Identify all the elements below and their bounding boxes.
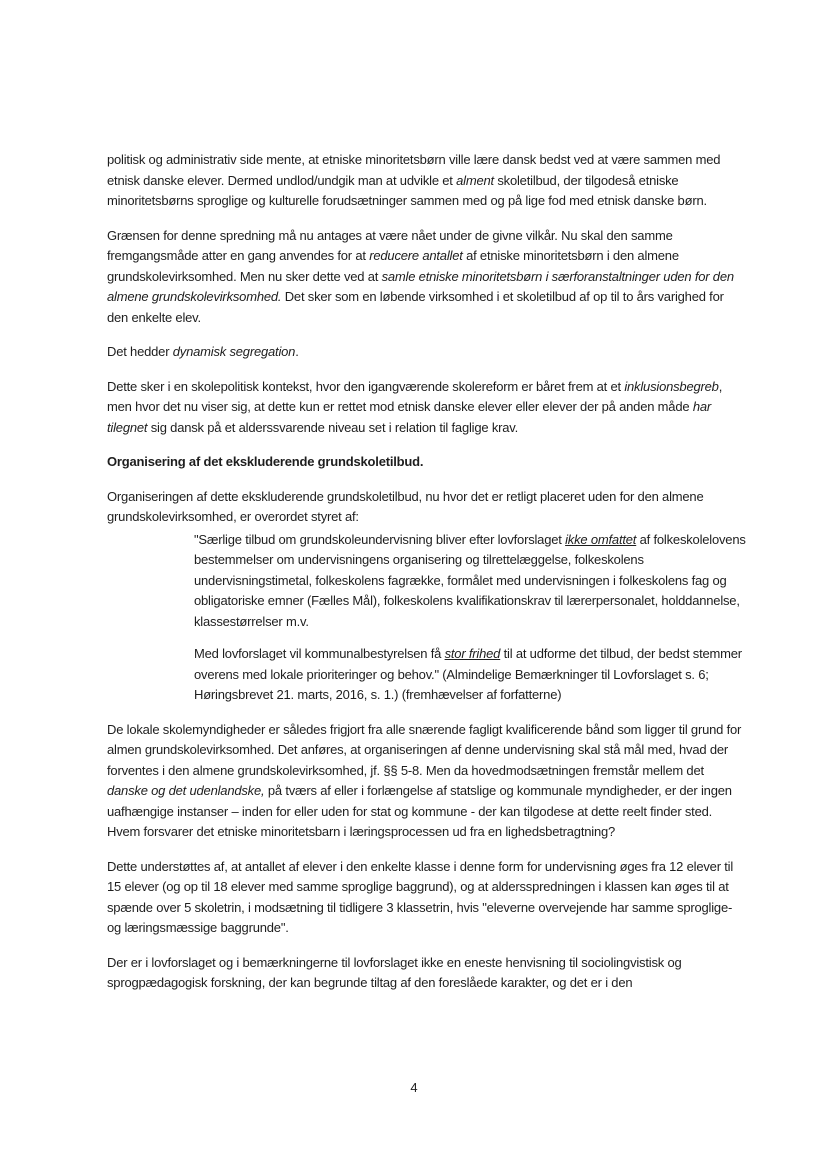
block-quote — [194, 530, 747, 706]
emphasis: reducere antallet — [369, 248, 463, 263]
paragraph-8: Der er i lovforslaget og i bemærkningerne til lovforslaget ikke en eneste henvisning til sociolingvistisk og sprogpædagogisk forskning, der kan begrunde tiltag af den foreslåede karakter, og det er i den — [107, 954, 682, 990]
emphasis: samle etniske minoritetsbørn i særforanstaltninger uden for den almene grundskolevirksomhed. — [107, 268, 734, 304]
paragraph-4: Dette sker i en skolepolitisk kontekst, hvor den igangværende skolereform er båret frem at et inklusionsbegreb, men hvor det nu viser sig, at dette kun er rettet mod etnisk danske elever eller elever der på anden måde har tilegnet sig dansk på et alderssvarende niveau set i relation til faglige krav. — [107, 378, 723, 435]
paragraph-6: De lokale skolemyndigheder er således frigjort fra alle snærende fagligt kvalificerende bånd som ligger til grund for almen grundskolevirksomhed. Det anføres, at organiseringen af denne undervisning skal stå mål med, hvad der forventes i den almene grundskolevirksomhed, jf. §§ 5-8. Men da hovedmodsætningen fremstår mellem det danske og det udenlandske, på tværs af eller i forlængelse af statslige og kommunale myndigheder, er der ingen uafhængige instanser – inden for eller uden for stat og kommune - der kan tilgodese at dette reelt finder sted. Hvem forsvarer det etniske minoritetsbarn i læringsprocessen ud fra en lighedsbetragtning? — [107, 721, 742, 839]
emphasis: dynamisk segregation — [172, 344, 296, 359]
body-text — [107, 150, 747, 1008]
emphasis-underlined: stor frihed — [444, 646, 501, 661]
quote-paragraph-1: "Særlige tilbud om grundskoleundervisning bliver efter lovforslaget ikke omfattet af folkeskolelovens bestemmelser om undervisningens organisering og tilrettelæggelse, folkeskolens undervisningstimetal, folkeskolens fagrække, formålet med undervisningen i folkeskolens fag og obligatoriske emner (Fælles Mål), folkeskolens kvalifikationskrav til lærerpersonalet, holddannelse, klassestørrelser m.v. — [194, 531, 746, 629]
paragraph-5: Organiseringen af dette ekskluderende grundskoletilbud, nu hvor det er retligt placeret uden for den almene grundskolevirksomhed, er overordet styret af: — [107, 488, 704, 524]
emphasis: danske og det udenlandske, — [107, 783, 265, 798]
paragraph-1: politisk og administrativ side mente, at etniske minoritetsbørn ville lære dansk bedst ved at være sammen med etnisk danske elever. Dermed undlod/undgik man at udvikle et alment skoletilbud, der tilgodeså etniske minoritetsbørns sproglige og kulturelle forudsætninger sammen med og på lige fod med etnisk danske børn. — [107, 152, 721, 208]
paragraph-7: Dette understøttes af, at antallet af elever i den enkelte klasse i denne form for undervisning øges fra 12 elever til 15 elever (og op til 18 elever med samme sproglige baggrund), og at aldersspredningen i klassen kan øges til at spænde over 5 skoletrin, i modsætning til tidligere 3 klassetrin, hvis "eleverne overvejende har samme sproglige- og læringsmæssige baggrunde". — [107, 858, 734, 935]
paragraph-3: Det hedder dynamisk segregation. — [107, 344, 299, 359]
section-heading: Organisering af det ekskluderende grundskoletilbud. — [107, 454, 424, 469]
quote-paragraph-2: Med lovforslaget vil kommunalbestyrelsen få stor frihed til at udforme det tilbud, der bedst stemmer overens med lokale prioriteringer og behov." (Almindelige Bemærkninger til Lovforslaget s. 6; Høringsbrevet 21. marts, 2016, s. 1.) (fremhævelser af forfatterne) — [194, 646, 742, 702]
paragraph-2: Grænsen for denne spredning må nu antages at være nået under de givne vilkår. Nu skal den samme fremgangsmåde atter en gang anvendes for at reducere antallet af etniske minoritetsbørn i den almene grundskolevirksomhed. Men nu sker dette ved at samle etniske minoritetsbørn i særforanstaltninger uden for den almene grundskolevirksomhed. Det sker som en løbende virksomhed i et skoletilbud af op til to års varighed for den enkelte elev. — [107, 227, 734, 325]
emphasis-underlined: ikke omfattet — [565, 531, 637, 547]
emphasis: har tilegnet — [107, 399, 712, 435]
emphasis: alment — [456, 172, 494, 188]
emphasis: inklusionsbegreb — [624, 378, 719, 394]
page-number: 4 — [410, 1080, 418, 1095]
